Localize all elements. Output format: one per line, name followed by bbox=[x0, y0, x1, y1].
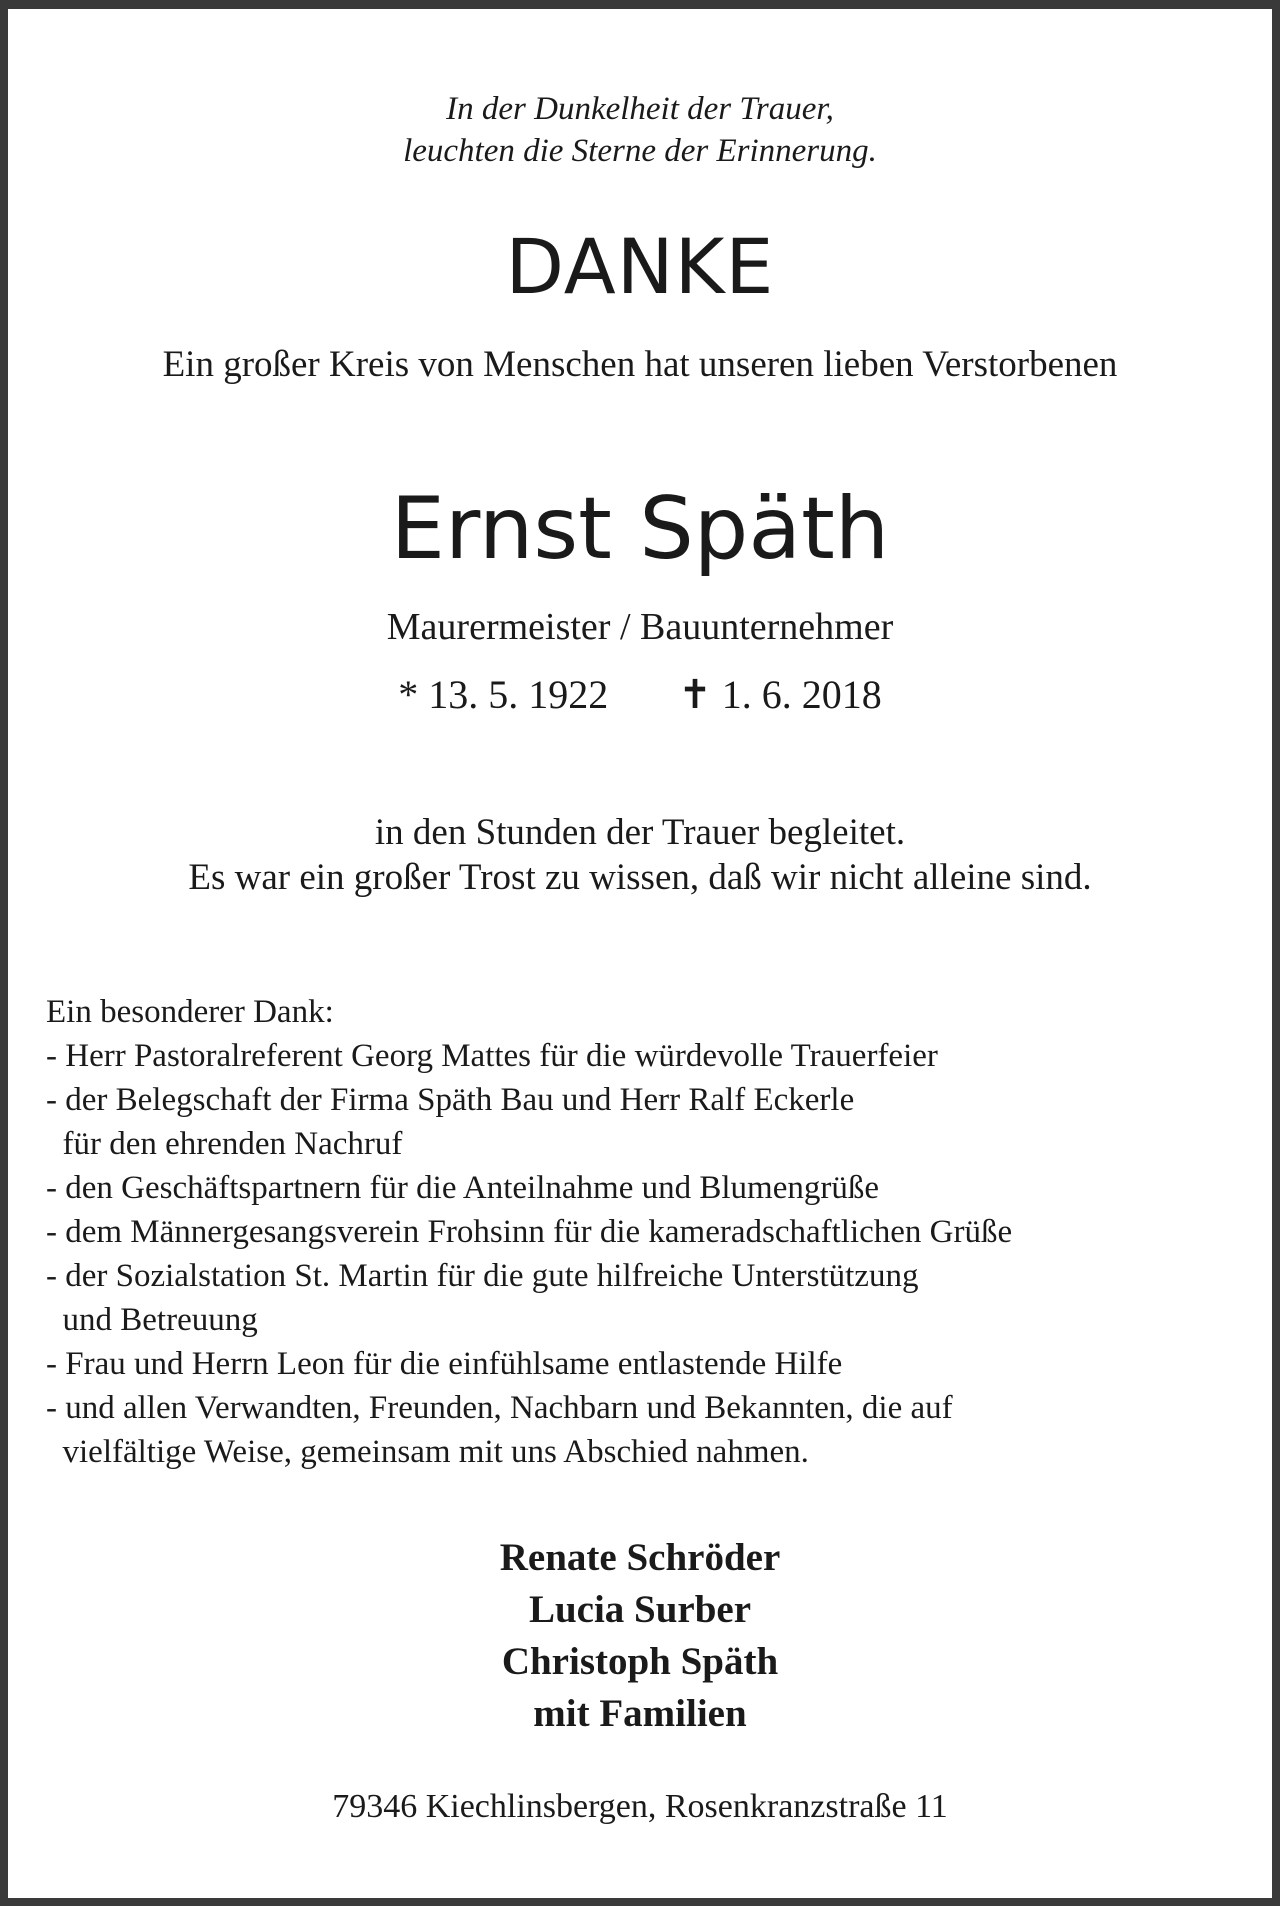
closing-line-2: Es war ein großer Trost zu wissen, daß wir nicht alleine sind. bbox=[188, 857, 1092, 898]
thanks-line: - Herr Pastoralreferent Georg Mattes für die würdevolle Trauerfeier bbox=[46, 1038, 938, 1074]
closing-text bbox=[0, 810, 1280, 900]
thanks-title: Ein besonderer Dank: bbox=[46, 994, 334, 1030]
thanks-line: - Frau und Herrn Leon für die einfühlsame entlastende Hilfe bbox=[46, 1346, 843, 1382]
special-thanks bbox=[46, 990, 1246, 1474]
deceased-name: Ernst Späth bbox=[390, 479, 890, 579]
signer-name: Lucia Surber bbox=[528, 1588, 752, 1631]
thanks-line: für den ehrenden Nachruf bbox=[46, 1126, 403, 1162]
closing-line-1: in den Stunden der Trauer begleitet. bbox=[374, 812, 906, 853]
thanks-line: - dem Männergesangsverein Frohsinn für die kameradschaftlichen Grüße bbox=[46, 1214, 1013, 1250]
deceased-occupation: Maurermeister / Bauunternehmer bbox=[386, 606, 894, 648]
signer-name: Christoph Späth bbox=[501, 1640, 779, 1683]
motto-line-1: In der Dunkelheit der Trauer, bbox=[446, 91, 834, 127]
thanks-line: - und allen Verwandten, Freunden, Nachbarn und Bekannten, die auf bbox=[46, 1390, 953, 1426]
signers bbox=[0, 1532, 1280, 1740]
thanks-line: - der Belegschaft der Firma Späth Bau und Herr Ralf Eckerle bbox=[46, 1082, 855, 1118]
intro-text: Ein großer Kreis von Menschen hat unseren lieben Verstorbenen bbox=[162, 344, 1118, 385]
thanks-line: - den Geschäftspartnern für die Anteilnahme und Blumengrüße bbox=[46, 1170, 879, 1206]
motto bbox=[0, 88, 1280, 172]
signer-name: Renate Schröder bbox=[499, 1536, 781, 1579]
address: 79346 Kiechlinsbergen, Rosenkranzstraße 11 bbox=[332, 1788, 948, 1825]
thanks-line: vielfältige Weise, gemeinsam mit uns Abschied nahmen. bbox=[46, 1434, 809, 1470]
motto-line-2: leuchten die Sterne der Erinnerung. bbox=[403, 133, 877, 169]
signer-name: mit Familien bbox=[533, 1692, 747, 1735]
death-date: ✝ 1. 6. 2018 bbox=[678, 672, 882, 717]
birth-date: * 13. 5. 1922 bbox=[398, 672, 609, 717]
life-dates bbox=[0, 669, 1280, 721]
heading: DANKE bbox=[505, 222, 775, 311]
thanks-line: und Betreuung bbox=[46, 1302, 258, 1338]
thanks-line: - der Sozialstation St. Martin für die gute hilfreiche Unterstützung bbox=[46, 1258, 919, 1294]
